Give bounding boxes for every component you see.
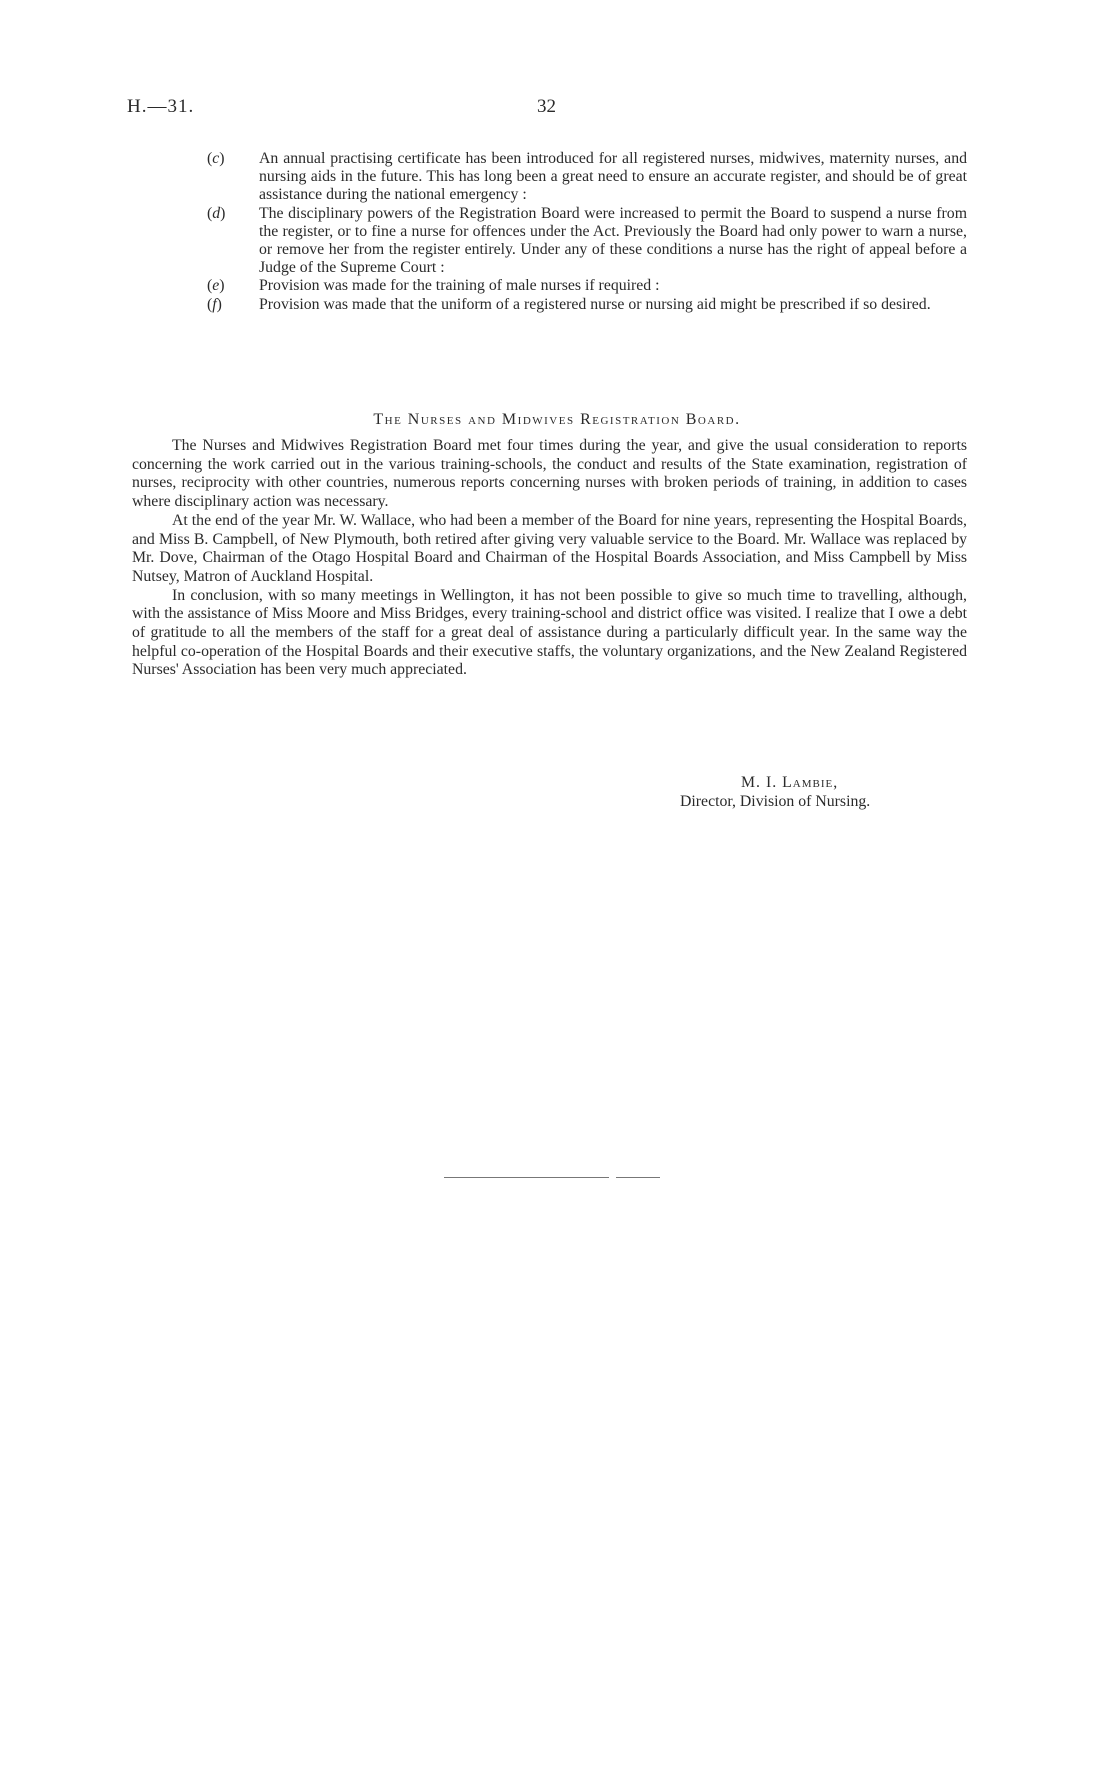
- signatory-name: M. I. Lambie,: [741, 774, 839, 791]
- section-heading: The Nurses and Midwives Registration Board.: [373, 411, 741, 428]
- body-text: [132, 437, 967, 680]
- list-item-marker: (e): [207, 277, 225, 295]
- list-item-text: Provision was made that the uniform of a registered nurse or nursing aid might be prescribed if so desired.: [259, 295, 931, 313]
- list-item: [207, 296, 967, 314]
- signature-block: [680, 773, 980, 811]
- list-item-text: The disciplinary powers of the Registration Board were increased to permit the Board to suspend a nurse from the register, or to fine a nurse for offences under the Act. Previously the Board had only power to warn a nurse, or remove her from the register entirely. Under any of these conditions a nurse has the right of appeal before a Judge of the Supreme Court :: [259, 204, 967, 277]
- list-item-marker: (d): [207, 204, 226, 222]
- paragraph: In conclusion, with so many meetings in Wellington, it has not been possible to give so much time to travelling, although, with the assistance of Miss Moore and Miss Bridges, every training-school and district office was visited. I realize that I owe a debt of gratitude to all the members of the staff for a great deal of assistance during a particularly difficult year. In the same way the helpful co-operation of the Hospital Boards and their executive staffs, the voluntary organizations, and the New Zealand Registered Nurses' Association has been very much appreciated.: [132, 586, 967, 679]
- closing-rule: [444, 1177, 609, 1178]
- page-number: 32: [537, 96, 556, 117]
- document-reference: H.—31.: [127, 96, 195, 117]
- list-item-text: An annual practising certificate has been introduced for all registered nurses, midwives, maternity nurses, and nursing aids in the future. This has long been a great need to ensure an accurate register, and should be of great assistance during the national emergency :: [259, 150, 967, 204]
- page-header: [0, 96, 1114, 126]
- list-item-text: Provision was made for the training of male nurses if required :: [259, 277, 660, 295]
- closing-rule: [616, 1177, 660, 1178]
- list-item-marker: (c): [207, 150, 225, 167]
- paragraph: The Nurses and Midwives Registration Board met four times during the year, and give the usual consideration to reports concerning the work carried out in the various training-schools, the conduct and results of the State examination, registration of nurses, reciprocity with other countries, numerous reports concerning nurses with broken periods of training, in addition to cases where disciplinary action was necessary.: [132, 437, 967, 511]
- list-item-marker: (f): [207, 295, 222, 313]
- list-item: [207, 277, 967, 295]
- paragraph: At the end of the year Mr. W. Wallace, who had been a member of the Board for nine years, representing the Hospital Boards, and Miss B. Campbell, of New Plymouth, both retired after giving very valuable service to the Board. Mr. Wallace was replaced by Mr. Dove, Chairman of the Otago Hospital Board and Chairman of the Hospital Boards Association, and Miss Campbell by Miss Nutsey, Matron of Auckland Hospital.: [132, 511, 967, 585]
- list-item: [207, 205, 967, 278]
- provisions-list: [207, 150, 967, 314]
- signatory-title: Director, Division of Nursing.: [680, 793, 871, 810]
- list-item: [207, 150, 967, 205]
